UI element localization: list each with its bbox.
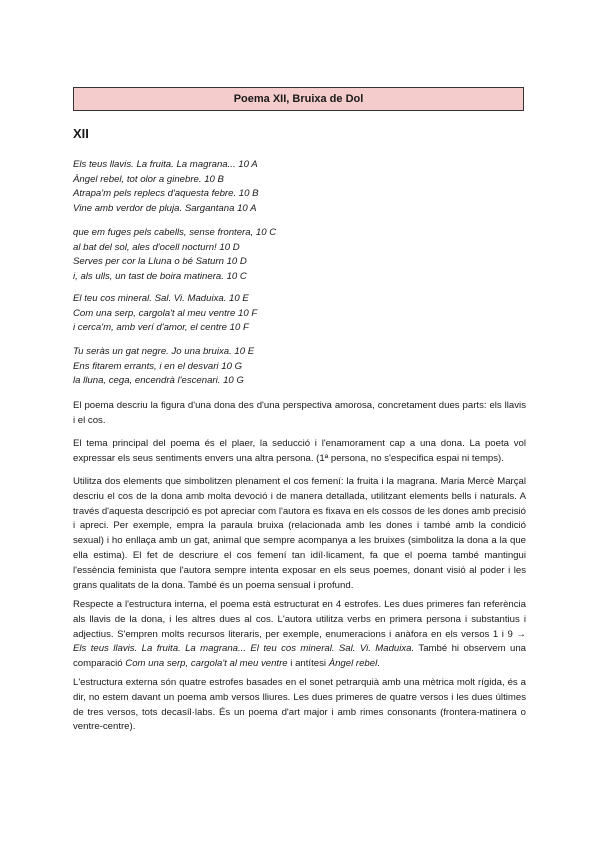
stanza-2: [73, 226, 276, 284]
poem-heading: XII: [73, 126, 89, 141]
text-run: .: [377, 658, 380, 670]
title-box: [73, 87, 524, 111]
verse-line: Ens fitarem errants, i en el desvari 10 G: [73, 360, 243, 372]
paragraph-text: El tema principal del poema és el plaer, la seducció i l'enamorament cap a una dona. La poeta vol expressar els seus sentiments envers una altra persona. (1ª persona, no s'especifica espai ni temps).: [73, 438, 526, 464]
paragraph-text: Utilitza dos elements que simbolitzen plenament el cos femení: la fruita i la magrana. Maria Mercè Marçal descriu el cos de la dona amb molta devoció i de manera detallada, utilitzant elements bells i naturals. A través d'aquesta descripció es pot apreciar com l'autora es fixava en els cossos de les dones amb precisió i apreci. Per exemple, empra la paraula bruixa (relacionada amb les dones i també amb la condició sexual) i ho enllaça amb un gat, animal que sempre acompanya a les bruixes (simbolitza la dona a la que ella estima). El fet de descriure el cos femení tan idíl·licament, fa que el poema també mantingui l'essència feminista que l'autora sempre intenta exposar en els seus poemes, donant visió al poder i les grans qualitats de la dona. També és un poema sensual i profund.: [73, 476, 526, 591]
paragraph-text: El poema descriu la figura d'una dona des d'una perspectiva amorosa, concretament dues parts: els llavis i el cos.: [73, 400, 526, 426]
verse-line: Vine amb verdor de pluja. Sargantana 10 A: [73, 202, 257, 214]
quoted-verse: Els teus llavis. La fruita. La magrana... El teu cos mineral. Sal. Vi. Maduixa.: [73, 643, 415, 655]
paragraph-1: [73, 399, 526, 429]
stanza-3: [73, 292, 257, 336]
verse-line: Serves per cor la Lluna o bé Saturn 10 D: [73, 256, 247, 268]
document-title: Poema XII, Bruixa de Dol: [233, 93, 364, 105]
verse-line: Atrapa'm pels replecs d'aquesta febre. 10 B: [73, 188, 259, 200]
verse-line: Com una serp, cargola't al meu ventre 10 F: [73, 307, 258, 319]
verse-line: al bat del sol, ales d'ocell nocturn! 10 D: [73, 241, 240, 253]
verse-line: Àngel rebel, tot olor a ginebre. 10 B: [73, 173, 224, 185]
verse-line: Tu seràs un gat negre. Jo una bruixa. 10 E: [73, 346, 255, 357]
paragraph-5: [73, 676, 526, 735]
verse-line: El teu cos mineral. Sal. Vi. Maduixa. 10 E: [73, 293, 249, 304]
quoted-verse: Àngel rebel: [328, 658, 378, 670]
paragraph-text: L'estructura externa són quatre estrofes basades en el sonet petrarquià amb una mètrica molt rígida, és a dir, no estem davant un poema amb versos lliures. Les dues primeres de quatre versos i les dues últimes de tres versos, tots decasíl·labs. És un poema d'art major i amb rimes consonants (frontera-matinera o ventre-centre).: [73, 677, 526, 733]
text-run: També hi observem una comparació: [73, 643, 526, 670]
verse-line: i, als ulls, un tast de boira matinera. 10 C: [73, 270, 247, 282]
text-run: i antítesi: [287, 658, 329, 670]
stanza-4: [73, 345, 254, 389]
paragraph-3: [73, 475, 526, 593]
verse-line: i cerca'm, amb verí d'amor, el centre 10 F: [73, 322, 249, 334]
paragraph-text: [73, 598, 526, 672]
text-run: Respecte a l'estructura interna, el poema està estructurat en 4 estrofes. Les dues primeres fan referència als llavis de la dona, i les altres dues al cos. L'autora utilitza verbs en primera persona i substantius i adjectius. S'empren molts recursos literaris, per exemple, enumeracions i anàfora en els versos 1 i 9 →: [73, 599, 526, 640]
paragraph-4: [73, 598, 526, 672]
quoted-verse: Com una serp, cargola't al meu ventre: [125, 658, 288, 670]
verse-line: Els teus llavis. La fruita. La magrana... 10 A: [73, 159, 258, 170]
stanza-1: [73, 158, 259, 216]
paragraph-2: [73, 437, 526, 467]
verse-line: que em fuges pels cabells, sense frontera, 10 C: [73, 227, 277, 238]
verse-line: la lluna, cega, encendrà l'escenari. 10 G: [73, 375, 244, 387]
